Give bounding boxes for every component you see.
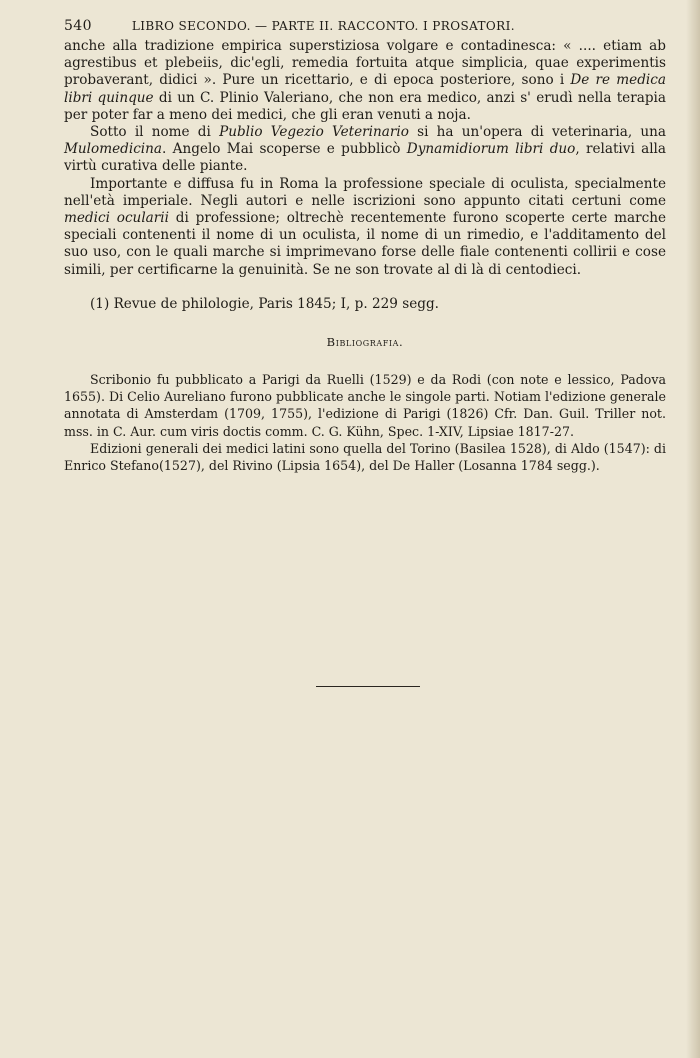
bibliography-paragraph-1: Scribonio fu pubblicato a Parigi da Ruelli (1529) e da Rodi (con note e lessico, Padova 1655). Di Celio Aureliano furono pubblicate anche le singole parti. Notiam l'edizione generale annotata di Amsterdam (1709, 1755), l'edizione di Parigi (1826) Cfr. Dan. Guil. Triller not. mss. in C. Aur. cum viris doctis comm. C. G. Kühn, Spec. 1-XIV, Lipsiae 1817-27. xyxy=(64,371,666,439)
text-span: di un C. Plinio Valeriano, che non era medico, anzi s' erudì nella terapia per poter far a meno dei medici, che gli eran venuti a noja. xyxy=(64,89,666,123)
bibliography-paragraph-2: Edizioni generali dei medici latini sono quella del Torino (Basilea 1528), di Aldo (1547): di Enrico Stefano(1527), del Rivino (Lipsia 1654), del De Haller (Losanna 1784 segg.). xyxy=(64,441,666,474)
text-span: . Angelo Mai scoperse e pubblicò xyxy=(162,141,407,158)
footnote: (1) Revue de philologie, Paris 1845; I, p. 229 segg. xyxy=(90,295,439,312)
italic-title: De re medica libri quinque xyxy=(64,72,666,106)
italic-name: Publio Vegezio Veterinario xyxy=(219,124,409,141)
paragraph-1 xyxy=(64,38,666,124)
text-span: Importante e diffusa fu in Roma la professione speciale di oculista, specialmente nell'età imperiale. Negli autori e nelle iscrizioni sono appunto citati certuni come xyxy=(64,175,666,209)
page-number: 540 xyxy=(64,18,92,34)
text-span: si ha un'opera di veterinaria, una xyxy=(408,124,667,141)
italic-title: Mulomedicina xyxy=(64,141,163,158)
page xyxy=(64,18,666,475)
closing-rule xyxy=(316,686,420,687)
paragraph-3 xyxy=(64,176,666,279)
running-title: LIBRO SECONDO. — PARTE II. RACCONTO. I PROSATORI. xyxy=(131,19,515,33)
bibliography-title: Bibliografia. xyxy=(326,334,404,349)
text-span: , relativi alla virtù curativa delle piante. xyxy=(64,141,667,175)
bibliography xyxy=(64,371,666,475)
paragraph-2 xyxy=(64,124,666,176)
page-edge-shadow xyxy=(686,0,700,1058)
main-text xyxy=(64,38,666,279)
text-span: di professione; oltrechè recentemente furono scoperte certe marche speciali contenenti il nome di un oculista, il nome di un rimedio, e l'additamento del suo uso, con le quali marche si imprimevano forse delle fiale contenenti collirii e cose simili, per certificarne la genuinità. Se ne son trovate al di là di centodieci. xyxy=(64,210,666,278)
italic-term: medici ocularii xyxy=(64,210,169,227)
text-span: Sotto il nome di xyxy=(90,124,220,141)
text-span: anche alla tradizione empirica superstiziosa volgare e contadinesca: « .... etiam ab agrestibus et plebeiis, dic'egli, remedia fortuita atque simplicia, quae experimentis probaverant, didici ». Pure un ricettario, e di epoca posteriore, sono i xyxy=(64,38,666,89)
running-header xyxy=(64,18,666,34)
italic-title: Dynamidiorum libri duo xyxy=(406,141,576,158)
